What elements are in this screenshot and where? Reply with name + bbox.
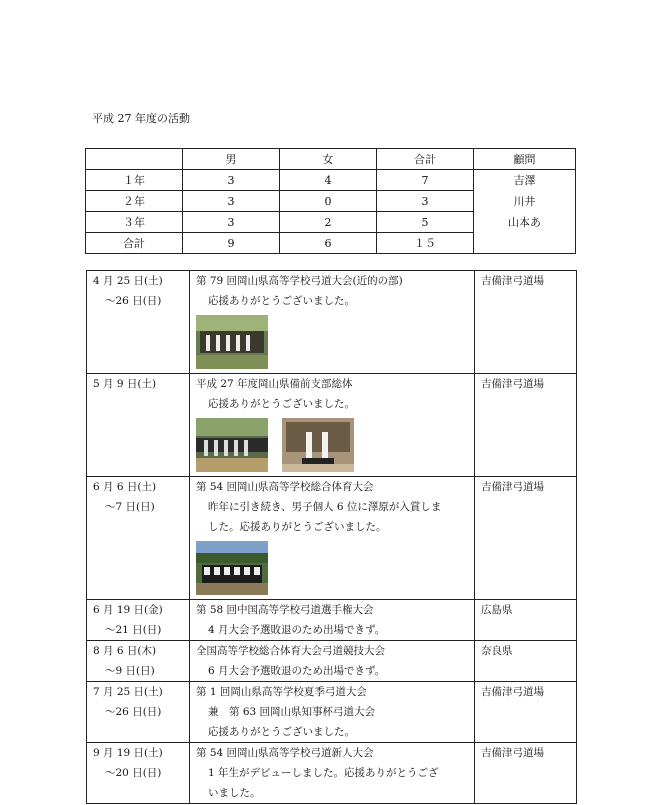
event-description [190, 271, 475, 374]
female-count: 6 [280, 233, 377, 254]
event-description [190, 374, 475, 477]
member-header-row [86, 149, 576, 170]
advisor-name: 川井 [513, 195, 536, 208]
header-blank [86, 149, 183, 170]
event-description [190, 477, 475, 600]
event-end-date: ～9 日(日) [105, 665, 155, 677]
event-photos [196, 418, 474, 472]
event-row [87, 641, 577, 682]
event-title: 平成 27 年度岡山県備前支部総体 [196, 378, 353, 390]
event-row [87, 477, 577, 600]
event-venue [475, 641, 577, 682]
header-male: 男 [183, 149, 280, 170]
event-start-date: 4 月 25 日(土) [93, 275, 163, 287]
event-row [87, 743, 577, 804]
event-title: 第 54 回岡山県高等学校総合体育大会 [196, 481, 374, 493]
total-count: 3 [377, 191, 474, 212]
event-start-date: 5 月 9 日(土) [93, 378, 157, 390]
event-end-date: ～7 日(日) [105, 501, 155, 513]
male-count: 3 [183, 212, 280, 233]
event-start-date: 7 月 25 日(土) [93, 686, 163, 698]
row-label: ２年 [86, 191, 183, 212]
event-note: 4 月大会予選敗退のため出場できず。 [208, 624, 386, 636]
photo [282, 418, 354, 472]
member-row [86, 170, 576, 191]
advisor-name: 吉澤 [513, 174, 536, 187]
event-venue [475, 271, 577, 374]
event-end-date: ～26 日(日) [105, 295, 162, 307]
event-row [87, 374, 577, 477]
event-venue-label: 吉備津弓道場 [481, 275, 544, 287]
event-row [87, 271, 577, 374]
event-note: 応援ありがとうございました。 [208, 726, 355, 738]
male-count: 3 [183, 191, 280, 212]
female-count: 0 [280, 191, 377, 212]
photo [196, 541, 268, 595]
event-venue [475, 682, 577, 743]
total-count: 5 [377, 212, 474, 233]
total-count: 7 [377, 170, 474, 191]
event-end-date: ～26 日(日) [105, 706, 162, 718]
event-note: 兼 第 63 回岡山県知事杯弓道大会 [208, 706, 376, 718]
female-count: 4 [280, 170, 377, 191]
event-venue-label: 吉備津弓道場 [481, 481, 544, 493]
event-venue [475, 743, 577, 804]
event-description [190, 682, 475, 743]
event-title: 第 54 回岡山県高等学校弓道新人大会 [196, 747, 374, 759]
event-venue-label: 吉備津弓道場 [481, 378, 544, 390]
event-start-date: 6 月 6 日(土) [93, 481, 157, 493]
event-venue [475, 374, 577, 477]
event-note: 昨年に引き続き、男子個人 6 位に澤原が入賞しま [208, 501, 442, 513]
page-title: 平成 27 年度の活動 [92, 112, 190, 125]
event-venue-label: 吉備津弓道場 [481, 686, 544, 698]
event-note: した。応援ありがとうございました。 [208, 521, 387, 533]
event-note: 応援ありがとうございました。 [208, 295, 355, 307]
event-title: 第 58 回中国高等学校弓道選手権大会 [196, 604, 374, 616]
event-photos [196, 541, 474, 595]
total-count: １５ [377, 233, 474, 254]
event-venue-label: 吉備津弓道場 [481, 747, 544, 759]
event-date [87, 641, 190, 682]
row-label: ３年 [86, 212, 183, 233]
male-count: 3 [183, 170, 280, 191]
event-date [87, 743, 190, 804]
event-note: 応援ありがとうございました。 [208, 398, 355, 410]
row-label: 合計 [86, 233, 183, 254]
event-date [87, 600, 190, 641]
event-note: いました。 [208, 787, 261, 799]
header-advisor: 顧問 [474, 149, 576, 170]
photo [196, 418, 268, 472]
advisor-list [474, 170, 576, 254]
event-start-date: 6 月 19 日(金) [93, 604, 163, 616]
event-title: 第 79 回岡山県高等学校弓道大会(近的の部) [196, 275, 403, 287]
event-venue-label: 奈良県 [481, 645, 513, 657]
header-total: 合計 [377, 149, 474, 170]
event-description [190, 600, 475, 641]
event-start-date: 8 月 6 日(木) [93, 645, 157, 657]
event-date [87, 682, 190, 743]
event-start-date: 9 月 19 日(土) [93, 747, 163, 759]
event-row [87, 682, 577, 743]
event-venue [475, 477, 577, 600]
female-count: 2 [280, 212, 377, 233]
event-description [190, 743, 475, 804]
event-date [87, 271, 190, 374]
event-end-date: ～21 日(日) [105, 624, 162, 636]
event-title: 全国高等学校総合体育大会弓道競技大会 [196, 645, 385, 657]
event-venue [475, 600, 577, 641]
member-table [85, 148, 576, 254]
events-table [86, 270, 577, 804]
photo [196, 315, 268, 369]
event-note: 1 年生がデビューしました。応援ありがとうござ [208, 767, 439, 779]
row-label: １年 [86, 170, 183, 191]
male-count: 9 [183, 233, 280, 254]
event-description [190, 641, 475, 682]
event-venue-label: 広島県 [481, 604, 513, 616]
event-title: 第 1 回岡山県高等学校夏季弓道大会 [196, 686, 367, 698]
event-date [87, 477, 190, 600]
event-end-date: ～20 日(日) [105, 767, 162, 779]
event-note: 6 月大会予選敗退のため出場できず。 [208, 665, 386, 677]
event-row [87, 600, 577, 641]
event-photos [196, 315, 474, 369]
header-female: 女 [280, 149, 377, 170]
advisor-name: 山本あ [508, 216, 541, 229]
event-date [87, 374, 190, 477]
